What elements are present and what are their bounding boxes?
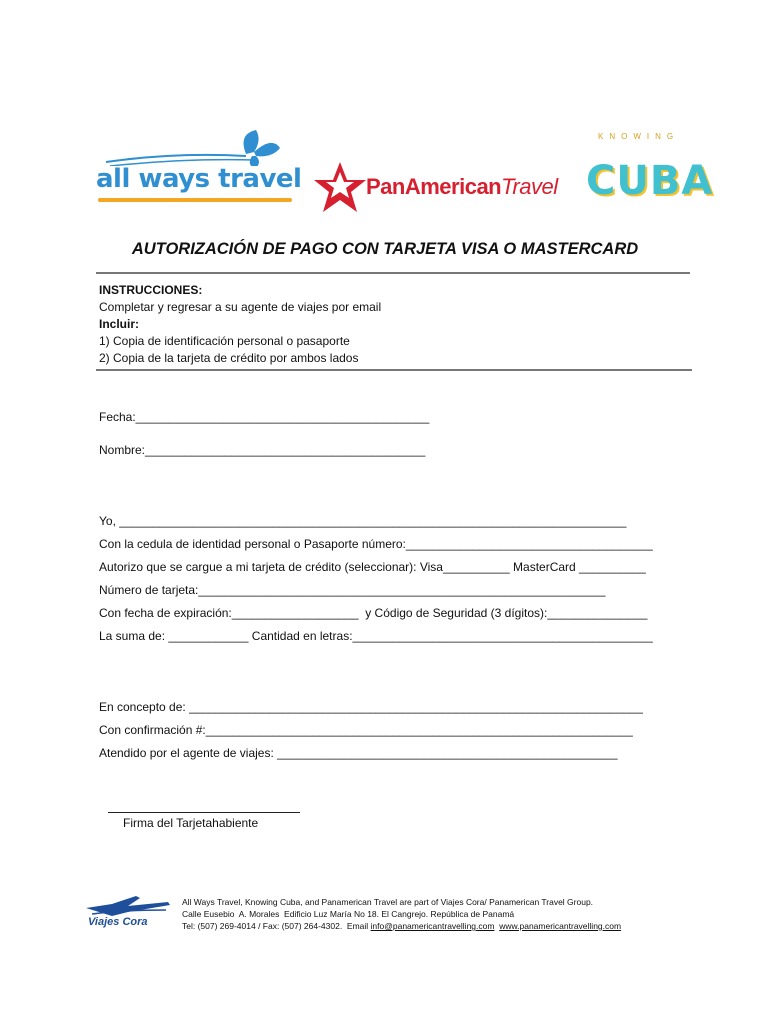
panamerican-travel-wordmark [366,174,558,200]
include-item-id: 1) Copia de identificación personal o pasaporte [99,334,350,348]
fecha-field[interactable]: Fecha:____________________________________________ [99,410,430,424]
instructions-line: Completar y regresar a su agente de viajes por email [99,300,382,314]
amount-field[interactable]: La suma de: ____________ Cantidad en letras:_____________________________________________ [99,629,653,643]
cedula-field[interactable]: Con la cedula de identidad personal o Pasaporte número:_____________________________________ [99,537,653,551]
include-item-card: 2) Copia de la tarjeta de crédito por ambos lados [99,351,359,365]
card-number-field[interactable]: Número de tarjeta:_____________________________________________________________ [99,583,606,597]
footer-contact-text: Tel: (507) 269-4014 / Fax: (507) 264-4302. Email [182,921,371,931]
include-label: Incluir: [99,317,140,331]
viajes-cora-wordmark: Viajes Cora [88,916,148,928]
footer-line-2: Calle Eusebio A. Morales Edificio Luz María No 18. El Cangrejo. República de Panamá [182,909,515,919]
knowing-cuba-logo [582,132,714,232]
butterfly-icon [96,126,296,166]
panamerican-travel-logo [314,160,564,220]
confirmation-field[interactable]: Con confirmación #:________________________________________________________________ [99,723,633,737]
signature-line[interactable] [108,812,300,813]
divider-top [96,272,690,274]
divider-bottom [96,369,692,371]
star-icon [314,160,366,216]
card-type-field[interactable]: Autorizo que se cargue a mi tarjeta de crédito (seleccionar): Visa__________ MasterCard __________ [99,560,646,574]
expiration-field[interactable]: Con fecha de expiración:___________________ y Código de Seguridad (3 dígitos):_______________ [99,606,648,620]
concept-field[interactable]: En concepto de: ____________________________________________________________________ [99,700,643,714]
all-ways-travel-underline [98,198,292,202]
signature-label: Firma del Tarjetahabiente [123,816,259,830]
footer-line-1: All Ways Travel, Knowing Cuba, and Panamerican Travel are part of Viajes Cora/ Panamerican Travel Group. [182,897,594,907]
all-ways-travel-wordmark: all ways travel [96,164,302,194]
cuba-wordmark: CUBA [586,158,714,204]
instructions-heading: INSTRUCCIONES: [99,283,203,297]
panam-bold-text: PanAmerican [366,174,502,199]
all-ways-travel-logo [96,126,302,206]
agent-field[interactable]: Atendido por el agente de viajes: ___________________________________________________ [99,746,618,760]
yo-field[interactable]: Yo, ____________________________________________________________________________ [99,514,627,528]
nombre-field[interactable]: Nombre:__________________________________________ [99,443,426,457]
knowing-text: KNOWING [598,132,680,141]
page-title: AUTORIZACIÓN DE PAGO CON TARJETA VISA O MASTERCARD [131,240,639,258]
footer-website-link[interactable]: www.panamericantravelling.com [499,921,622,931]
viajes-cora-logo [82,892,172,934]
panam-light-text: Travel [501,174,558,199]
footer-email-link[interactable]: info@panamericantravelling.com [370,921,495,931]
footer-line-3 [182,921,621,931]
